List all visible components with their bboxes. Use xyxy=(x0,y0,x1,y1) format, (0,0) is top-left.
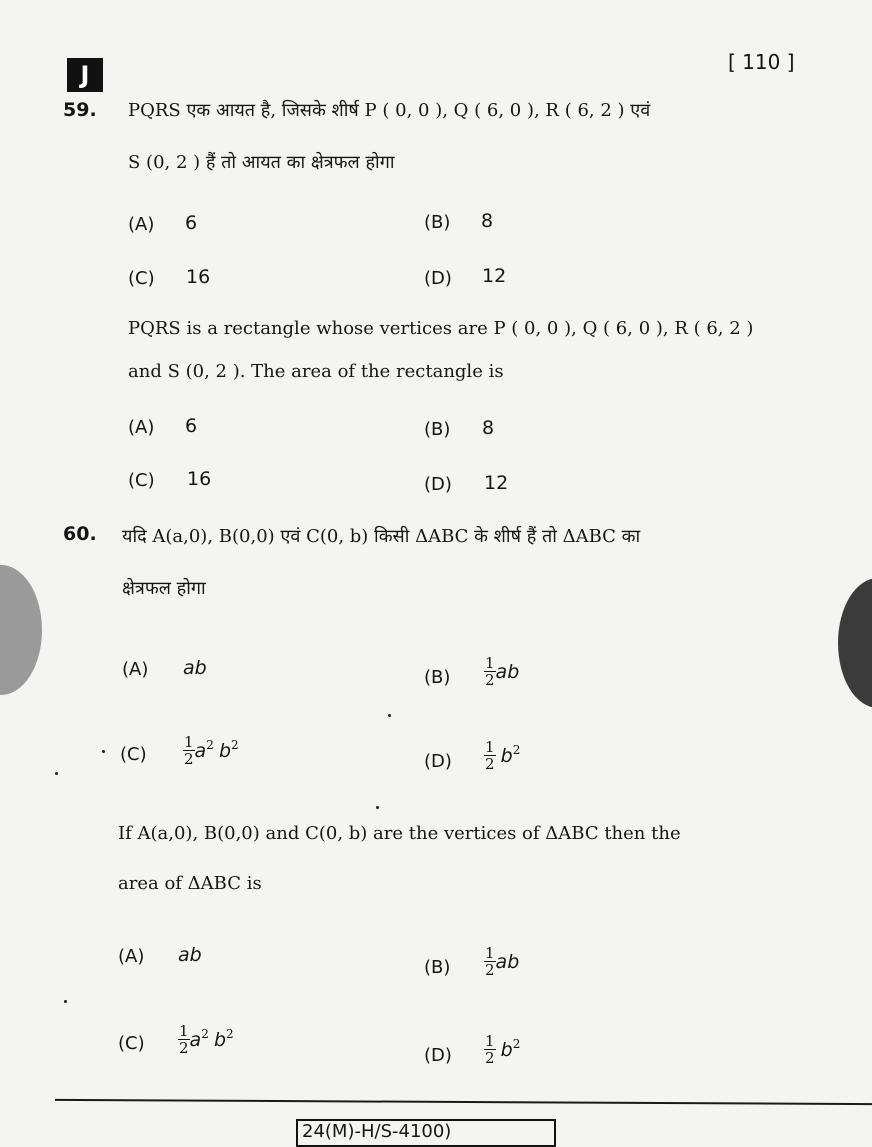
paper-code: 24(M)-H/S-4100) xyxy=(296,1119,556,1147)
fraction-half: $\frac{1}{2}$ xyxy=(184,733,194,768)
q59-en-option-c-value: 16 xyxy=(187,468,212,490)
question-60-english-line2: area of ΔABC is xyxy=(118,873,262,894)
q60-en-option-c-value: $\frac{1}{2}$ $a^2$ $b^2$ xyxy=(179,1022,234,1057)
set-badge: J xyxy=(67,58,103,92)
fraction-half: $\frac{1}{2}$ xyxy=(485,654,495,689)
footer-rule xyxy=(55,1099,872,1105)
q59-hi-option-b-value: 8 xyxy=(481,210,494,232)
fraction-half: $\frac{1}{2}$ xyxy=(485,738,495,773)
question-60-hindi-line1: यदि A(a,0), B(0,0) एवं C(0, b) किसी ΔABC के शीर्ष हैं तो ΔABC का xyxy=(122,526,641,547)
question-59-hindi-line1: PQRS एक आयत है, जिसके शीर्ष P ( 0, 0 ), Q ( 6, 0 ), R ( 6, 2 ) एवं xyxy=(128,100,651,121)
fraction-half: $\frac{1}{2}$ xyxy=(485,1032,495,1067)
q59-en-option-a-label: (A) xyxy=(128,417,155,438)
q60-en-option-a-value: ab xyxy=(178,944,202,966)
q59-hi-option-a-value: 6 xyxy=(185,212,198,234)
q59-hi-option-d-label: (D) xyxy=(424,268,452,289)
q60-hi-option-b-label: (B) xyxy=(424,667,451,688)
question-60-number: 60. xyxy=(63,523,97,545)
q60-hi-option-a-label: (A) xyxy=(122,659,149,680)
q60-hi-option-b-value: $\frac{1}{2}$ ab xyxy=(485,654,520,689)
q60-hi-option-d-label: (D) xyxy=(424,751,452,772)
question-59-number: 59. xyxy=(63,99,97,121)
question-59-english-line1: PQRS is a rectangle whose vertices are P ( 0, 0 ), Q ( 6, 0 ), R ( 6, 2 ) xyxy=(128,318,754,339)
q60-hi-option-a-value: ab xyxy=(183,657,207,679)
q59-en-option-b-value: 8 xyxy=(482,417,495,439)
binder-hole-left xyxy=(0,565,42,695)
binder-hole-right xyxy=(838,578,872,708)
q59-hi-option-a-label: (A) xyxy=(128,214,155,235)
q59-hi-option-c-label: (C) xyxy=(128,268,155,289)
q59-en-option-d-label: (D) xyxy=(424,474,452,495)
q60-en-option-a-label: (A) xyxy=(118,946,145,967)
q60-hi-option-d-value: $\frac{1}{2}$ $b^2$ xyxy=(485,738,521,773)
q59-en-option-a-value: 6 xyxy=(185,415,198,437)
speck xyxy=(55,772,58,775)
speck xyxy=(376,806,379,809)
fraction-half: $\frac{1}{2}$ xyxy=(179,1022,189,1057)
speck xyxy=(64,1000,67,1003)
question-59-english-line2: and S (0, 2 ). The area of the rectangle is xyxy=(128,361,504,382)
q59-hi-option-d-value: 12 xyxy=(482,265,507,287)
q60-en-option-d-value: $\frac{1}{2}$ $b^2$ xyxy=(485,1032,521,1067)
question-59-hindi-line2: S (0, 2 ) हैं तो आयत का क्षेत्रफल होगा xyxy=(128,152,395,173)
page-number: [ 110 ] xyxy=(728,50,795,74)
q60-en-option-b-value: $\frac{1}{2}$ ab xyxy=(485,944,520,979)
q60-en-option-b-label: (B) xyxy=(424,957,451,978)
q59-en-option-d-value: 12 xyxy=(484,472,509,494)
speck xyxy=(102,750,105,753)
q60-hi-option-c-value: $\frac{1}{2}$ $a^2$ $b^2$ xyxy=(184,733,239,768)
question-60-hindi-line2: क्षेत्रफल होगा xyxy=(122,578,206,599)
speck xyxy=(388,714,391,717)
q59-hi-option-b-label: (B) xyxy=(424,212,451,233)
q60-en-option-d-label: (D) xyxy=(424,1045,452,1066)
q60-en-option-c-label: (C) xyxy=(118,1033,145,1054)
fraction-half: $\frac{1}{2}$ xyxy=(485,944,495,979)
q59-en-option-c-label: (C) xyxy=(128,470,155,491)
q60-hi-option-c-label: (C) xyxy=(120,744,147,765)
q59-en-option-b-label: (B) xyxy=(424,419,451,440)
question-60-english-line1: If A(a,0), B(0,0) and C(0, b) are the vertices of ΔABC then the xyxy=(118,823,681,844)
q59-hi-option-c-value: 16 xyxy=(186,266,211,288)
